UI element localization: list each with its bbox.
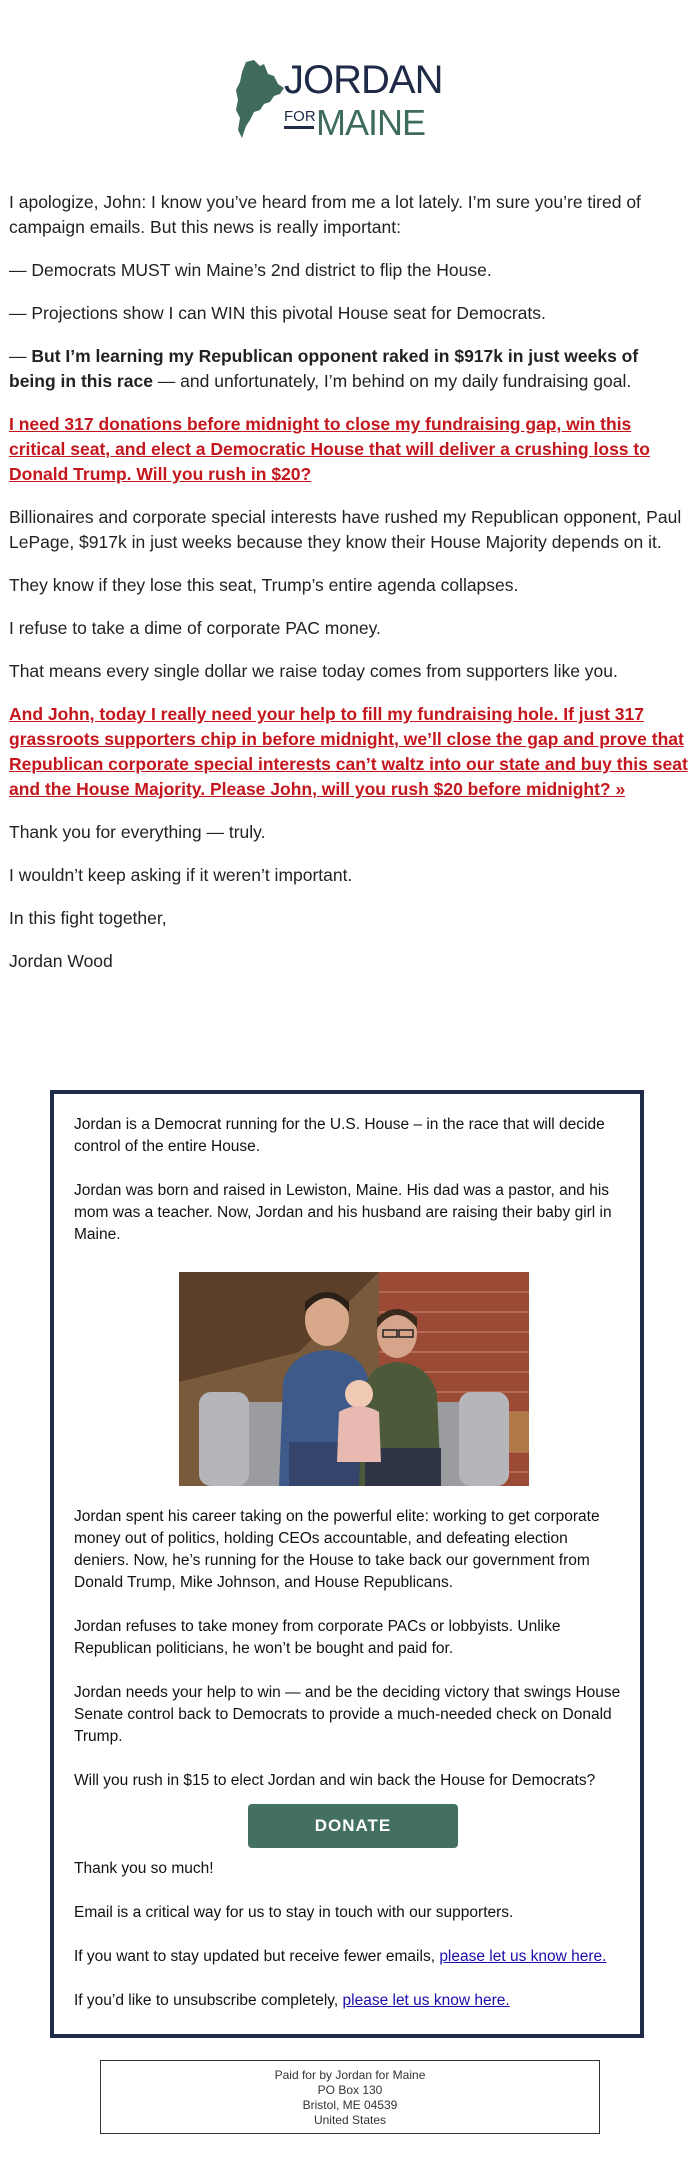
letter-paragraph: That means every single dollar we raise today comes from supporters like you. <box>9 661 618 681</box>
letter-paragraph: Billionaires and corporate special interests have rushed my Republican opponent, Paul LePage, $917k in just weeks because they know their House Majority depends on it. <box>9 507 682 552</box>
letter-paragraph: Thank you for everything — truly. <box>9 822 266 842</box>
letter-paragraph <box>9 344 689 394</box>
unsubscribe-link[interactable]: please let us know here. <box>342 1992 510 2009</box>
paid-for-footer <box>100 2060 600 2134</box>
campaign-logo <box>234 56 470 143</box>
maine-map-icon <box>234 60 284 138</box>
bio-paragraph: Email is a critical way for us to stay in touch with our supporters. <box>74 1904 514 1921</box>
letter-bold-text: But I’m learning my Republican opponent raked in $917k in just weeks of being in this race <box>9 346 639 391</box>
letter-paragraph: I apologize, John: I know you’ve heard from me a lot lately. I’m sure you’re tired of campaign emails. But this news is really important: <box>9 192 641 237</box>
letter-paragraph: In this fight together, <box>9 908 167 928</box>
bio-paragraph: Jordan was born and raised in Lewiston, Maine. His dad was a pastor, and his mom was a teacher. Now, Jordan and his husband are raising their baby girl in Maine. <box>74 1182 612 1243</box>
letter-paragraph: They know if they lose this seat, Trump’s entire agenda collapses. <box>9 575 519 595</box>
candidate-family-photo <box>179 1272 529 1486</box>
footer-line: Bristol, ME 04539 <box>302 2098 398 2112</box>
letter-paragraph: — Democrats MUST win Maine’s 2nd district to flip the House. <box>9 260 492 280</box>
logo-for-text: FOR <box>284 108 316 125</box>
bio-paragraph: Jordan is a Democrat running for the U.S. House – in the race that will decide control of the entire House. <box>74 1116 605 1155</box>
letter-paragraph: I refuse to take a dime of corporate PAC money. <box>9 618 381 638</box>
bio-paragraph: Thank you so much! <box>74 1860 214 1877</box>
letter-text: — <box>9 346 32 366</box>
bio-paragraph <box>74 1946 624 1968</box>
bio-paragraph <box>74 1990 624 2012</box>
footer-line: United States <box>313 2113 387 2127</box>
donate-link-2[interactable]: And John, today I really need your help to fill my fundraising hole. If just 317 grassroots supporters chip in before midnight, we’ll close the gap and prove that Republican corporate special interests can’t waltz into our state and buy this seat and the House Majority. Please John, will you rush $20 before midnight? » <box>9 704 688 799</box>
donate-link-1[interactable]: I need 317 donations before midnight to close my fundraising gap, win this critical seat, and elect a Democratic House that will deliver a crushing loss to Donald Trump. Will you rush in $20? <box>9 414 650 484</box>
fewer-emails-link[interactable]: please let us know here. <box>439 1948 607 1965</box>
footer-line: Paid for by Jordan for Maine <box>274 2068 426 2082</box>
bio-paragraph: Jordan refuses to take money from corporate PACs or lobbyists. Unlike Republican politicians, he won’t be bought and paid for. <box>74 1618 561 1657</box>
letter-paragraph <box>9 412 689 487</box>
letter-signature: Jordan Wood <box>9 951 113 971</box>
letter-paragraph: I wouldn’t keep asking if it weren’t important. <box>9 865 353 885</box>
bio-box <box>50 1090 644 2038</box>
letter-body <box>9 190 689 974</box>
bio-text: If you want to stay updated but receive fewer emails, <box>74 1948 440 1965</box>
bio-text: If you’d like to unsubscribe completely, <box>74 1992 343 2009</box>
footer-line: PO Box 130 <box>317 2083 383 2097</box>
donate-button[interactable]: DONATE <box>248 1804 458 1848</box>
letter-text: — and unfortunately, I’m behind on my daily fundraising goal. <box>152 371 632 391</box>
logo-maine-text: MAINE <box>316 102 426 143</box>
bio-paragraph: Jordan spent his career taking on the powerful elite: working to get corporate money out of politics, holding CEOs accountable, and defeating election deniers. Now, he’s running for the House to take back our government from Donald Trump, Mike Johnson, and House Republicans. <box>74 1508 600 1591</box>
letter-paragraph: — Projections show I can WIN this pivotal House seat for Democrats. <box>9 303 546 323</box>
family-photo-image <box>179 1272 529 1486</box>
bio-paragraph: Will you rush in $15 to elect Jordan and win back the House for Democrats? <box>74 1772 596 1789</box>
logo-jordan-text: JORDAN <box>284 58 443 102</box>
logo-underline <box>284 126 314 129</box>
bio-paragraph: Jordan needs your help to win — and be the deciding victory that swings House Senate control back to Democrats to provide a much-needed check on Donald Trump. <box>74 1684 621 1745</box>
letter-paragraph <box>9 702 689 802</box>
